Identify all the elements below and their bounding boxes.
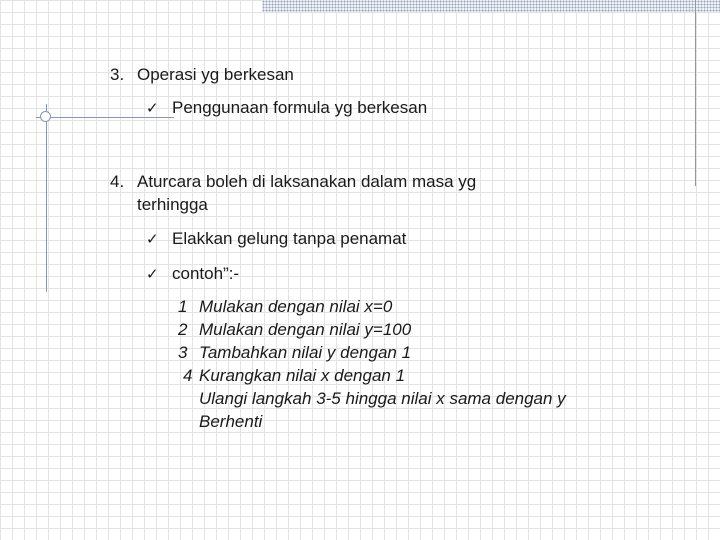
item-text-line-1: Aturcara boleh di laksanakan dalam masa yg (137, 172, 477, 191)
step-text: Ulangi langkah 3-5 hingga nilai x sama dengan y (199, 389, 566, 408)
bullet-text: Penggunaan formula yg berkesan (172, 98, 428, 117)
step-number: 3 (178, 343, 188, 362)
item-text: Operasi yg berkesan (137, 65, 294, 84)
step-text: Mulakan dengan nilai x=0 (199, 297, 393, 316)
item-number: 4. (110, 172, 125, 191)
step-text: Tambahkan nilai y dengan 1 (199, 343, 412, 362)
step-number: 1 (178, 297, 188, 316)
step-number: 2 (178, 320, 188, 339)
decorative-circle (40, 111, 51, 122)
step-text: Berhenti (199, 412, 263, 431)
decorative-top-band (262, 0, 720, 12)
bullet-text: Elakkan gelung tanpa penamat (172, 229, 407, 248)
item-text-line-2: terhingga (137, 195, 208, 214)
item-number: 3. (110, 65, 125, 84)
step-number: 4 (183, 366, 193, 385)
decorative-right-line (695, 0, 696, 186)
checkmark-icon: ✓ (146, 230, 159, 248)
checkmark-icon: ✓ (146, 99, 159, 117)
checkmark-icon: ✓ (146, 265, 159, 283)
bullet-text: contoh”:- (172, 264, 240, 283)
step-text: Kurangkan nilai x dengan 1 (199, 366, 406, 385)
step-text: Mulakan dengan nilai y=100 (199, 320, 412, 339)
decorative-left-line (46, 104, 47, 292)
